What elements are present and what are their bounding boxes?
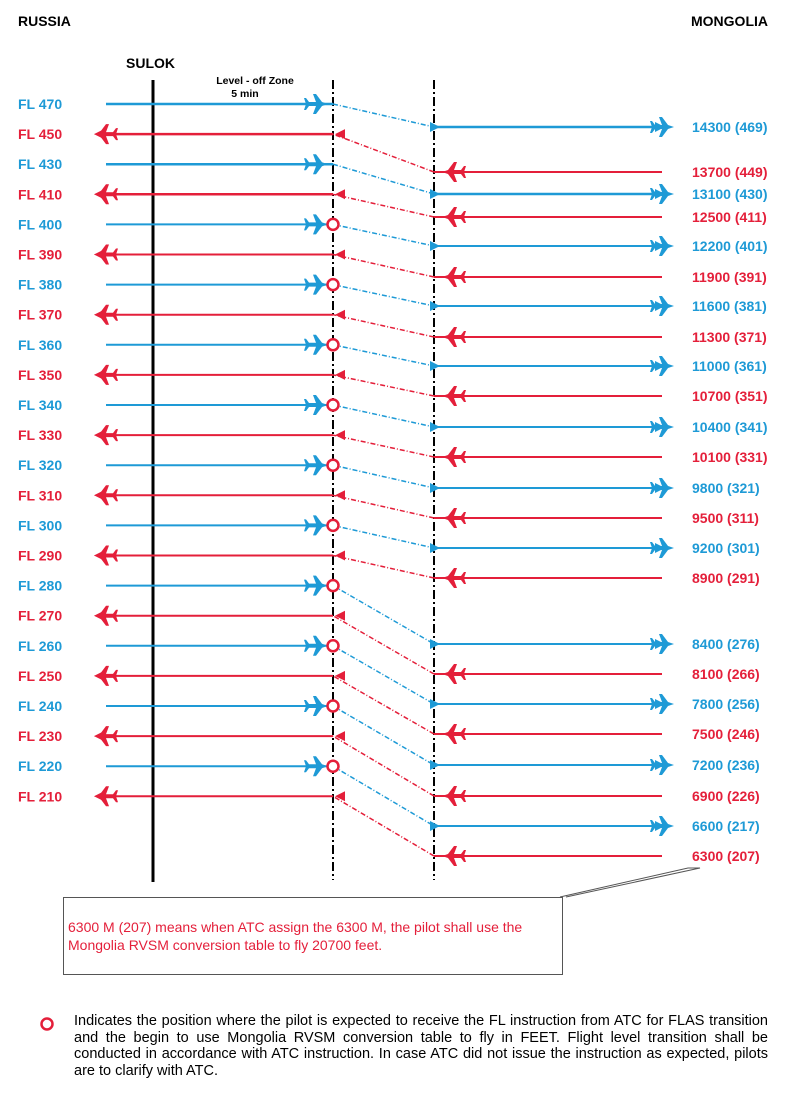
- fl-label: FL 300: [18, 517, 63, 534]
- arrowhead-icon: [430, 122, 440, 132]
- aircraft-icon: [442, 786, 466, 806]
- arrowhead-icon: [335, 490, 345, 500]
- fl-label: FL 220: [18, 758, 63, 775]
- fl-label: FL 340: [18, 397, 63, 413]
- aircraft-icon: [304, 395, 328, 415]
- metric-level-label: 14300 (469): [692, 119, 768, 135]
- fl-label: FL 210: [18, 788, 63, 805]
- aircraft-icon: [94, 606, 118, 626]
- route-transition-segment: [333, 164, 434, 194]
- route-transition-segment: [333, 435, 434, 457]
- aircraft-icons: [94, 94, 674, 866]
- route-transition-segment: [333, 525, 434, 548]
- aircraft-icon: [304, 455, 328, 475]
- arrowhead-icon: [335, 189, 345, 199]
- aircraft-icon: [304, 214, 328, 234]
- aircraft-icon: [442, 508, 466, 528]
- fl-label: FL 330: [18, 427, 63, 444]
- aircraft-icon: [304, 756, 328, 776]
- metric-level-label: 6900 (226): [692, 788, 760, 804]
- aircraft-icon: [650, 417, 674, 437]
- route-transition-segment: [333, 134, 434, 172]
- fl-label: FL 260: [18, 637, 63, 654]
- aircraft-icon: [650, 356, 674, 376]
- arrowhead-icon: [335, 551, 345, 561]
- metric-level-label: 9200 (301): [692, 540, 760, 556]
- circle-marker-icon: [328, 400, 339, 411]
- route-transition-segment: [333, 556, 434, 579]
- aircraft-icon: [650, 236, 674, 256]
- metric-level-label: 6300 (207): [692, 848, 760, 864]
- route-lines: [100, 104, 662, 856]
- route-transition-segment: [333, 766, 434, 826]
- aircraft-icon: [94, 726, 118, 746]
- arrowhead-icon: [335, 671, 345, 681]
- metric-level-label: 13100 (430): [692, 186, 768, 202]
- aircraft-icon: [94, 245, 118, 265]
- metric-level-label: 7200 (236): [692, 757, 760, 773]
- arrowhead-icon: [430, 241, 440, 251]
- fl-label: FL 310: [18, 487, 63, 504]
- metric-level-label: 10400 (341): [692, 419, 768, 435]
- route-transition-segment: [333, 285, 434, 306]
- arrowhead-icon: [335, 129, 345, 139]
- metric-level-label: 7800 (256): [692, 696, 760, 712]
- aircraft-icon: [650, 538, 674, 558]
- fl-label: FL 470: [18, 96, 63, 112]
- aircraft-icon: [94, 365, 118, 385]
- aircraft-icon: [304, 636, 328, 656]
- metric-level-label: 8100 (266): [692, 666, 760, 682]
- aircraft-icon: [442, 327, 466, 347]
- aircraft-icon: [94, 546, 118, 566]
- legend-text: Indicates the position where the pilot is expected to receive the FL instruction from ATC for FLAS transition and the begin to use Mongolia RVSM conversion table to fly in FEET. Flight level transition shall be conducted in accordance with ATC instruction. In case ATC did not issue the instruction as expected, pilots are to clarify with ATC.: [74, 1013, 768, 1079]
- aircraft-icon: [94, 124, 118, 144]
- metric-level-label: 10700 (351): [692, 388, 768, 404]
- aircraft-icon: [304, 275, 328, 295]
- route-transition-segment: [333, 375, 434, 396]
- callout-text: 6300 M (207) means when ATC assign the 6300 M, the pilot shall use the Mongolia RVSM conversion table to fly 20700 feet.: [68, 919, 523, 953]
- arrowhead-icon: [335, 731, 345, 741]
- metric-level-label: 8900 (291): [692, 570, 760, 586]
- metric-level-label: 13700 (449): [692, 164, 768, 180]
- circle-marker-icon: [328, 520, 339, 531]
- metric-level-label: 7500 (246): [692, 726, 760, 742]
- circle-marker-icon: [328, 279, 339, 290]
- arrowhead-icon: [335, 791, 345, 801]
- route-transition-segment: [333, 224, 434, 246]
- aircraft-icon: [442, 267, 466, 287]
- circle-marker-icon: [38, 1015, 56, 1033]
- aircraft-icon: [442, 207, 466, 227]
- aircraft-icon: [94, 184, 118, 204]
- fl-label: FL 370: [18, 306, 63, 323]
- fl-label: FL 360: [18, 336, 63, 353]
- circle-marker-icon: [328, 640, 339, 651]
- aircraft-icon: [650, 694, 674, 714]
- aircraft-icon: [94, 425, 118, 445]
- aircraft-icon: [94, 305, 118, 325]
- arrowhead-icon: [335, 250, 345, 260]
- circle-marker-icon: [328, 761, 339, 772]
- route-transition-segment: [333, 616, 434, 674]
- arrowhead-icon: [335, 310, 345, 320]
- aircraft-icon: [650, 634, 674, 654]
- aircraft-icon: [650, 816, 674, 836]
- circle-marker-icon: [328, 580, 339, 591]
- fl-label: FL 280: [18, 577, 63, 594]
- route-transition-segment: [333, 315, 434, 337]
- aircraft-icon: [304, 696, 328, 716]
- route-transition-segment: [333, 676, 434, 734]
- aircraft-icon: [304, 576, 328, 596]
- circle-marker-icon: [328, 339, 339, 350]
- route-transition-segment: [333, 586, 434, 644]
- legend: [38, 1013, 768, 1079]
- aircraft-icon: [650, 755, 674, 775]
- aircraft-icon: [304, 154, 328, 174]
- route-transition-segment: [333, 495, 434, 518]
- aircraft-icon: [442, 846, 466, 866]
- aircraft-icon: [442, 386, 466, 406]
- metric-level-label: 11600 (381): [692, 298, 767, 314]
- route-transition-segment: [333, 736, 434, 796]
- aircraft-icon: [650, 296, 674, 316]
- route-transition-segment: [333, 465, 434, 488]
- fl-label: FL 290: [18, 547, 63, 564]
- metric-level-label: 6600 (217): [692, 818, 760, 834]
- route-transition-segment: [333, 104, 434, 127]
- aircraft-icon: [442, 568, 466, 588]
- callout-pointer: [560, 868, 700, 897]
- metric-level-label: 9500 (311): [692, 510, 759, 526]
- aircraft-icon: [304, 515, 328, 535]
- route-transition-segment: [333, 646, 434, 704]
- header-russia: RUSSIA: [18, 13, 71, 29]
- fl-label: FL 390: [18, 246, 63, 263]
- aircraft-icon: [94, 485, 118, 505]
- fl-label: FL 430: [18, 156, 63, 173]
- aircraft-icon: [442, 447, 466, 467]
- aircraft-icon: [304, 335, 328, 355]
- aircraft-icon: [94, 666, 118, 686]
- fl-label: FL 400: [18, 216, 63, 233]
- circle-marker-icon: [328, 219, 339, 230]
- aircraft-icon: [304, 94, 328, 114]
- aircraft-icon: [442, 162, 466, 182]
- fl-label: FL 320: [18, 457, 63, 474]
- aircraft-icon: [650, 184, 674, 204]
- circle-marker-icon: [328, 460, 339, 471]
- aircraft-icon: [650, 117, 674, 137]
- callout-note: [63, 897, 563, 975]
- fl-label: FL 240: [18, 698, 63, 714]
- route-transition-segment: [333, 255, 434, 278]
- arrowhead-icon: [335, 611, 345, 621]
- sulok-label: SULOK: [126, 55, 175, 71]
- circle-marker-icon: [328, 701, 339, 712]
- metric-level-label: 11000 (361): [692, 358, 767, 374]
- fl-label: FL 350: [18, 366, 63, 383]
- level-off-zone-label: Level - off Zone: [216, 75, 294, 87]
- metric-level-label: 12500 (411): [692, 209, 767, 225]
- metric-level-label: 11900 (391): [692, 269, 767, 285]
- fl-label: FL 410: [18, 186, 63, 203]
- fl-label: FL 230: [18, 728, 63, 745]
- metric-level-label: 8400 (276): [692, 636, 760, 652]
- metric-level-label: 12200 (401): [692, 238, 768, 254]
- aircraft-icon: [650, 478, 674, 498]
- fl-label: FL 380: [18, 276, 63, 293]
- route-transition-segment: [333, 796, 434, 856]
- header-mongolia: MONGOLIA: [691, 13, 768, 29]
- route-transition-segment: [333, 706, 434, 765]
- fl-label: FL 450: [18, 126, 63, 143]
- metric-level-label: 10100 (331): [692, 449, 768, 465]
- arrowhead-icon: [335, 430, 345, 440]
- fl-label: FL 270: [18, 607, 63, 624]
- route-transition-segment: [333, 345, 434, 366]
- fl-label: FL 250: [18, 667, 63, 684]
- route-transition-segment: [333, 405, 434, 427]
- metric-level-label: 9800 (321): [692, 480, 760, 496]
- aircraft-icon: [442, 664, 466, 684]
- metric-level-label: 11300 (371): [692, 329, 767, 345]
- arrowhead-icon: [335, 370, 345, 380]
- aircraft-icon: [94, 786, 118, 806]
- level-off-zone-duration: 5 min: [231, 88, 259, 100]
- route-transition-segment: [333, 194, 434, 217]
- level-labels: [18, 96, 768, 864]
- aircraft-icon: [442, 724, 466, 744]
